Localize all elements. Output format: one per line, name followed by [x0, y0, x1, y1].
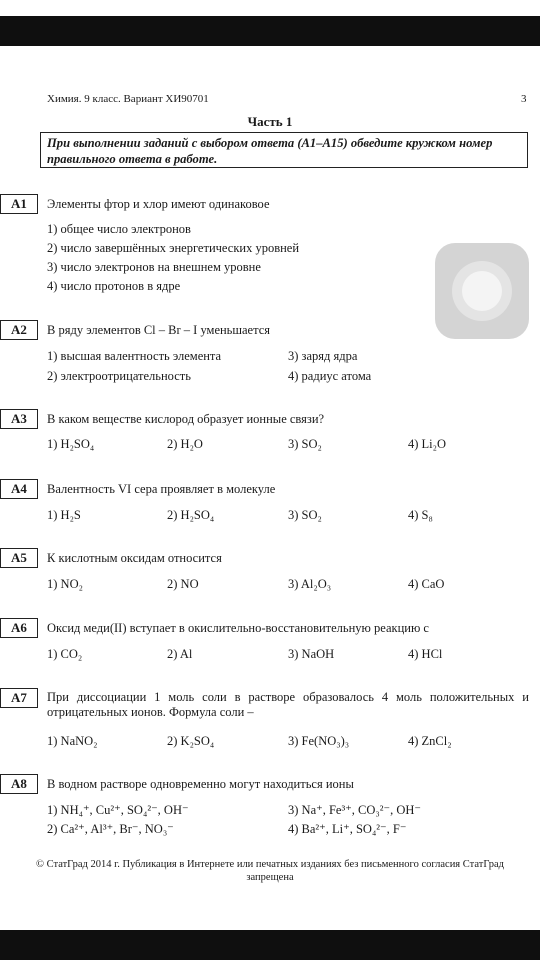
answer-option[interactable]: 2) H₂SO₄ [167, 508, 215, 522]
answer-option[interactable]: 3) SO₂ [288, 508, 322, 522]
answer-option[interactable]: 4) радиус атома [288, 369, 372, 383]
page-header-title: Химия. 9 класс. Вариант ХИ90701 [47, 93, 209, 105]
question-label: А1 [0, 194, 38, 214]
answer-option[interactable]: 4) S₈ [408, 508, 433, 522]
answer-option[interactable]: 1) NO₂ [47, 577, 83, 591]
question-text: При диссоциации 1 моль соли в растворе образовалось 4 моль положительных и отрицательных ионов. Формула соли – [47, 690, 529, 719]
answer-option[interactable]: 3) NaOH [288, 647, 335, 661]
answer-option[interactable]: 2) число завершённых энергетических уровней [47, 241, 300, 255]
answer-option[interactable]: 1) высшая валентность элемента [47, 349, 222, 363]
answer-option[interactable]: 4) HCl [408, 647, 443, 661]
answer-option[interactable]: 3) заряд ядра [288, 349, 358, 363]
question-text: Оксид меди(II) вступает в окислительно-восстановительную реакцию с [47, 621, 429, 635]
answer-option[interactable]: 1) CO₂ [47, 647, 83, 661]
answer-option[interactable]: 1) общее число электронов [47, 222, 191, 236]
answer-option[interactable]: 1) H₂SO₄ [47, 437, 95, 451]
question-text: В водном растворе одновременно могут находиться ионы [47, 777, 354, 791]
page-number: 3 [521, 93, 527, 105]
question-label: А4 [0, 479, 38, 499]
part-title: Часть 1 [247, 114, 293, 129]
question-text: К кислотным оксидам относится [47, 551, 222, 565]
answer-option[interactable]: 3) Na⁺, Fe³⁺, CO₃²⁻, OH⁻ [288, 803, 422, 817]
question-label: А6 [0, 618, 38, 638]
answer-option[interactable]: 1) NH₄⁺, Cu²⁺, SO₄²⁻, OH⁻ [47, 803, 189, 817]
answer-option[interactable]: 4) Li₂O [408, 437, 447, 451]
question-text: Элементы фтор и хлор имеют одинаковое [47, 197, 270, 211]
answer-option[interactable]: 1) NaNO₂ [47, 734, 98, 748]
answer-option[interactable]: 2) Ca²⁺, Al³⁺, Br⁻, NO₃⁻ [47, 822, 174, 836]
question-text: Валентность VI сера проявляет в молекуле [47, 482, 276, 496]
answer-option[interactable]: 3) Fe(NO₃)₃ [288, 734, 350, 748]
answer-option[interactable]: 2) NO [167, 577, 199, 591]
question-text: В ряду элементов Cl – Br – I уменьшается [47, 323, 271, 337]
answer-option[interactable]: 4) число протонов в ядре [47, 279, 181, 293]
bottom-black-bar [0, 930, 540, 960]
question-label: А5 [0, 548, 38, 568]
top-white-strip [0, 0, 540, 16]
answer-option[interactable]: 2) Al [167, 647, 193, 661]
question-label: А3 [0, 409, 38, 429]
question-label: А2 [0, 320, 38, 340]
question-label: А7 [0, 688, 38, 708]
answer-option[interactable]: 2) H₂O [167, 437, 203, 451]
answer-option[interactable]: 2) электроотрицательность [47, 369, 191, 383]
answer-option[interactable]: 4) CaO [408, 577, 445, 591]
question-label: А8 [0, 774, 38, 794]
answer-option[interactable]: 3) Al₂O₃ [288, 577, 332, 591]
answer-option[interactable]: 2) K₂SO₄ [167, 734, 215, 748]
copyright-footer: © СтатГрад 2014 г. Публикация в Интернете или печатных изданиях без письменного согласия СтатГрад запрещена [36, 859, 504, 883]
assistive-touch-icon [452, 261, 512, 321]
assistive-touch-button[interactable] [435, 243, 529, 339]
answer-option[interactable]: 4) ZnCl₂ [408, 734, 452, 748]
answer-option[interactable]: 3) SO₂ [288, 437, 322, 451]
answer-option[interactable]: 1) H₂S [47, 508, 81, 522]
instruction-box: При выполнении заданий с выбором ответа (А1–А15) обведите кружком номер правильного ответа в работе. [40, 132, 528, 168]
answer-option[interactable]: 4) Ba²⁺, Li⁺, SO₄²⁻, F⁻ [288, 822, 407, 836]
question-text: В каком веществе кислород образует ионные связи? [47, 412, 325, 426]
answer-option[interactable]: 3) число электронов на внешнем уровне [47, 260, 261, 274]
